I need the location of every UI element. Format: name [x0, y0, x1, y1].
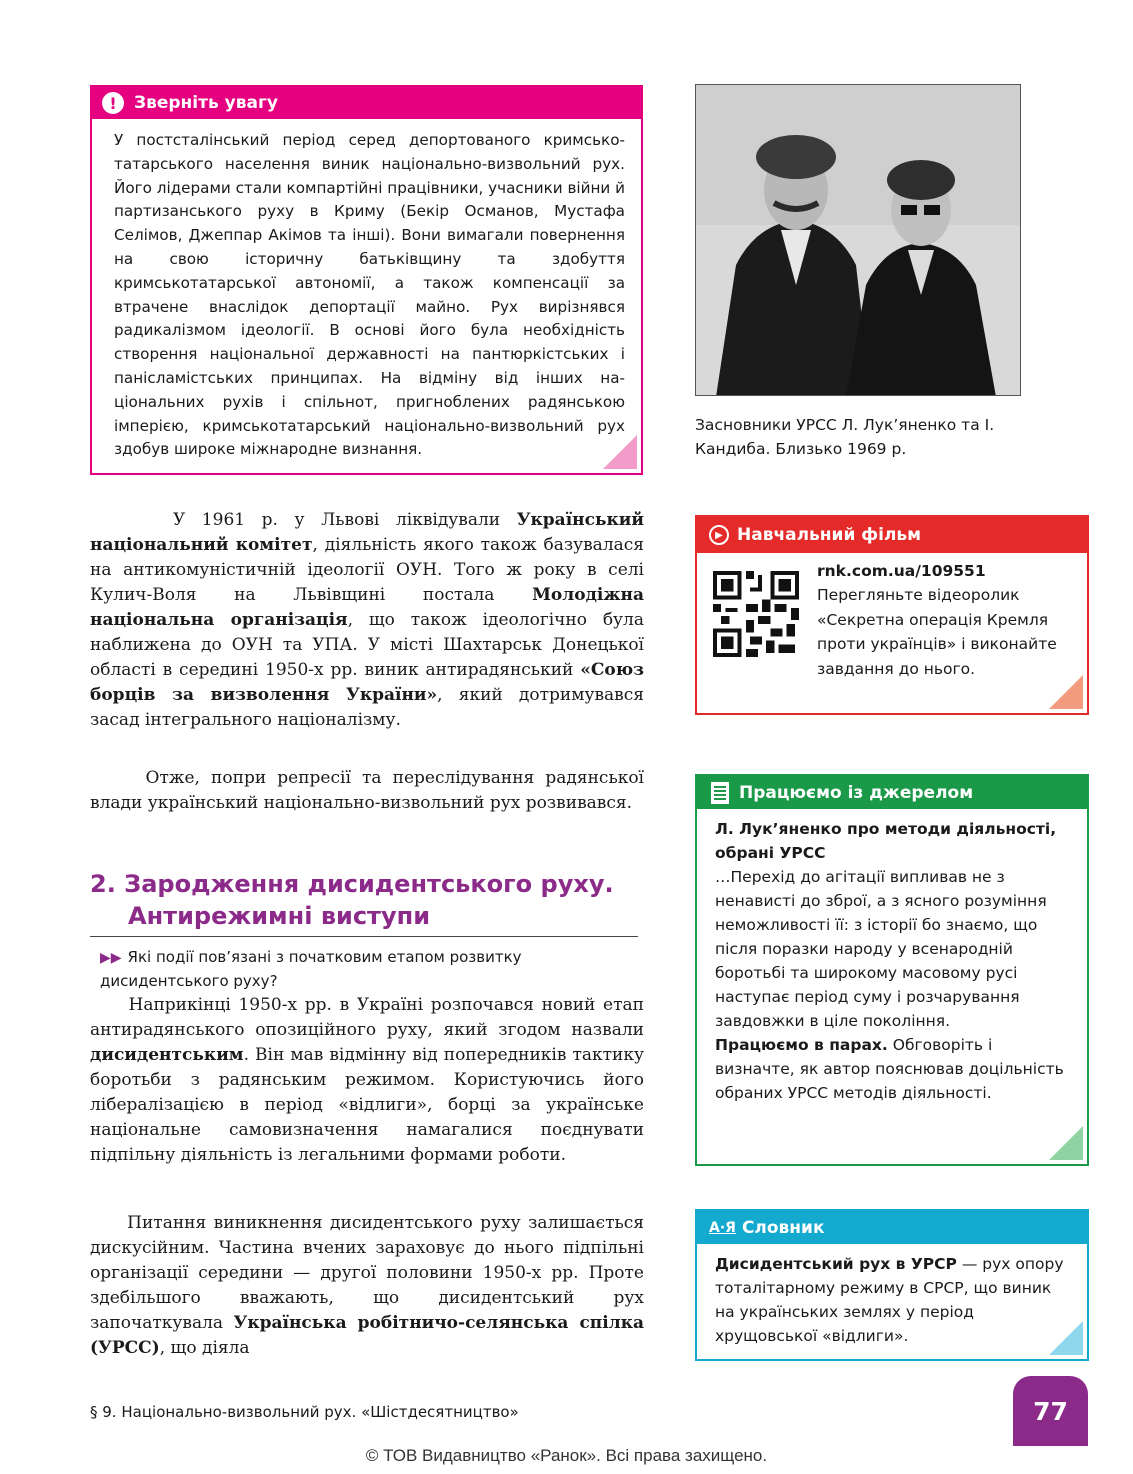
copyright: © ТОВ Видавництво «Ранок». Всі права захищено.: [365, 1446, 768, 1465]
text-span: У 1961 р. у Львові ліквідували: [172, 510, 517, 530]
source-header: [697, 776, 1087, 809]
historical-photo: [695, 84, 1021, 396]
task-label: Працюємо в парах.: [715, 1036, 888, 1054]
dictionary-icon: А·Я: [709, 1219, 736, 1236]
source-body: [697, 809, 1087, 1105]
source-box: [695, 774, 1089, 1166]
source-task: [715, 1033, 1075, 1105]
dictionary-header: [697, 1211, 1087, 1244]
corner-decoration: [1049, 1126, 1083, 1160]
dictionary-title: Словник: [741, 1217, 825, 1238]
attention-header: [92, 87, 641, 119]
dictionary-body: [697, 1244, 1087, 1348]
play-icon: ▶: [709, 525, 729, 545]
question: [100, 946, 640, 993]
attention-text: У постсталінський період серед депортованого кримськотатарського населення виник національно-визвольний рух. Його лідерами стали компартійні працівники, учасники війни й партизанського руху в Криму (Бекір Османов, Мустафа Селімов, Джеппар Акімов та інші). Вони вимагали повернення на свою історичну батьківщину та здобуття кримськотатарської автономії, а також компенсації за втрачене внаслідок депортації майно. Рух вирізнявся радикалізмом ідеології. В основі його була необхідність створення національної державності на пантюркістських і паніcламістських принципах. На відміну від інших національних рухів і спільнот, пригноблених радянською імперією, кримськотатарський національно-визвольний рух здобув широке міжнародне визнання.: [114, 131, 625, 459]
film-text-block: [817, 559, 1077, 681]
section-heading: [90, 868, 650, 932]
film-title: Навчальний фільм: [737, 525, 922, 545]
film-link[interactable]: rnk.com.ua/109551: [817, 562, 986, 580]
corner-decoration: [1049, 1321, 1083, 1355]
bold-term: дисидентським: [90, 1045, 244, 1065]
film-text: Перегляньте відеоролик «Секретна операція Кремля проти українців» і виконайте завдання до нього.: [817, 586, 1057, 678]
paragraph-2: [90, 766, 644, 816]
page-number: 77: [1013, 1376, 1088, 1446]
text-span: Питання виникнення дисидентського руху залишається дискусійним. Частина вчених зараховує до нього підпільні організації середини — другої половини 1950-х рр. Проте здебільшого вважають, що дисидентський рух започаткувала: [90, 1213, 644, 1333]
text-span: , що діяла: [159, 1338, 250, 1358]
document-icon: [711, 782, 729, 804]
attention-box: [90, 85, 643, 475]
task-text: Обговоріть і визначте, як автор пояснював доцільність обраних УРСС методів діяльності.: [715, 1036, 1064, 1102]
bold-term: Українська робітничо-селянська спілка (УРСС): [90, 1313, 644, 1358]
corner-decoration: [603, 435, 637, 469]
bold-term: «Союз борців за визволення України»: [90, 660, 644, 705]
paragraph-1: [90, 508, 644, 733]
dictionary-term: Дисидентський рух в УРСР: [715, 1255, 957, 1273]
bold-term: Український національний комітет: [90, 510, 644, 555]
heading-line-2: Антирежимні виступи: [128, 902, 431, 930]
paragraph-3: [90, 993, 644, 1168]
film-box: [695, 515, 1089, 715]
text-span: , який дотримувався засад інтегрального націоналізму.: [90, 685, 644, 730]
source-quote: …Перехід до агітації випливав не з ненависті до зброї, а з ясного розуміння неможливості її: з історії бо знаємо, що після поразки народу у всенародній боротьбі та широкому масовому русі наступає період суму і розчарування завдовжки в ціле покоління.: [715, 868, 1047, 1030]
text-span: , що також ідеологічно була наближена до ОУН та УПА. У місті Шахтарськ Донецької області в середині 1950-х рр. виник антирадянський: [90, 610, 644, 680]
text-span: Наприкінці 1950-х рр. в Україні розпочався новий етап антирадянського опозиційного руху, який згодом назвали: [90, 995, 644, 1040]
bold-term: Молодіжна національна організація: [90, 585, 644, 630]
paragraph-4: [90, 1211, 644, 1361]
text-span: , діяльність якого також базувалася на антикомуністичній ідеології ОУН. Того ж року в селі Кулич-Воля на Львівщині постала: [90, 535, 644, 605]
attention-title: Зверніть увагу: [134, 93, 278, 113]
text-span: . Він мав відмінну від попередників тактику боротьби з радянським режимом. Користуючись його лібералізацією в період «відлиги», борці за українське національне самовизначення намагалися поєднувати підпільну діяльність із легальними формами роботи.: [90, 1045, 644, 1165]
source-title: Працюємо із джерелом: [739, 782, 974, 803]
divider: [90, 936, 638, 937]
heading-line-1: 2. Зародження дисидентського руху.: [90, 870, 614, 898]
footer-section-title: § 9. Національно-визвольний рух. «Шістдесятництво»: [90, 1403, 519, 1421]
film-header: [697, 517, 1087, 553]
exclamation-icon: !: [102, 92, 124, 114]
text-span: Отже, попри репресії та переслідування радянської влади український національно-визвольний рух розвивався.: [90, 768, 644, 813]
photo-illustration: [696, 85, 1021, 396]
dictionary-box: [695, 1209, 1089, 1361]
source-subtitle: Л. Лук’яненко про методи діяльності, обрані УРСС: [715, 820, 1057, 862]
qr-code-icon[interactable]: [713, 571, 799, 657]
corner-decoration: [1049, 675, 1083, 709]
double-arrow-icon: ▶▶: [100, 950, 122, 966]
question-text: Які події пов’язані з початковим етапом розвитку дисидентського руху?: [100, 948, 522, 990]
photo-caption: Засновники УРСС Л. Лук’яненко та І. Кандиба. Близько 1969 р.: [695, 416, 995, 458]
dictionary-definition: — рух опору тоталітарному режиму в СРСР, що виник на українських землях у період хрущовської «відлиги».: [715, 1255, 1064, 1345]
